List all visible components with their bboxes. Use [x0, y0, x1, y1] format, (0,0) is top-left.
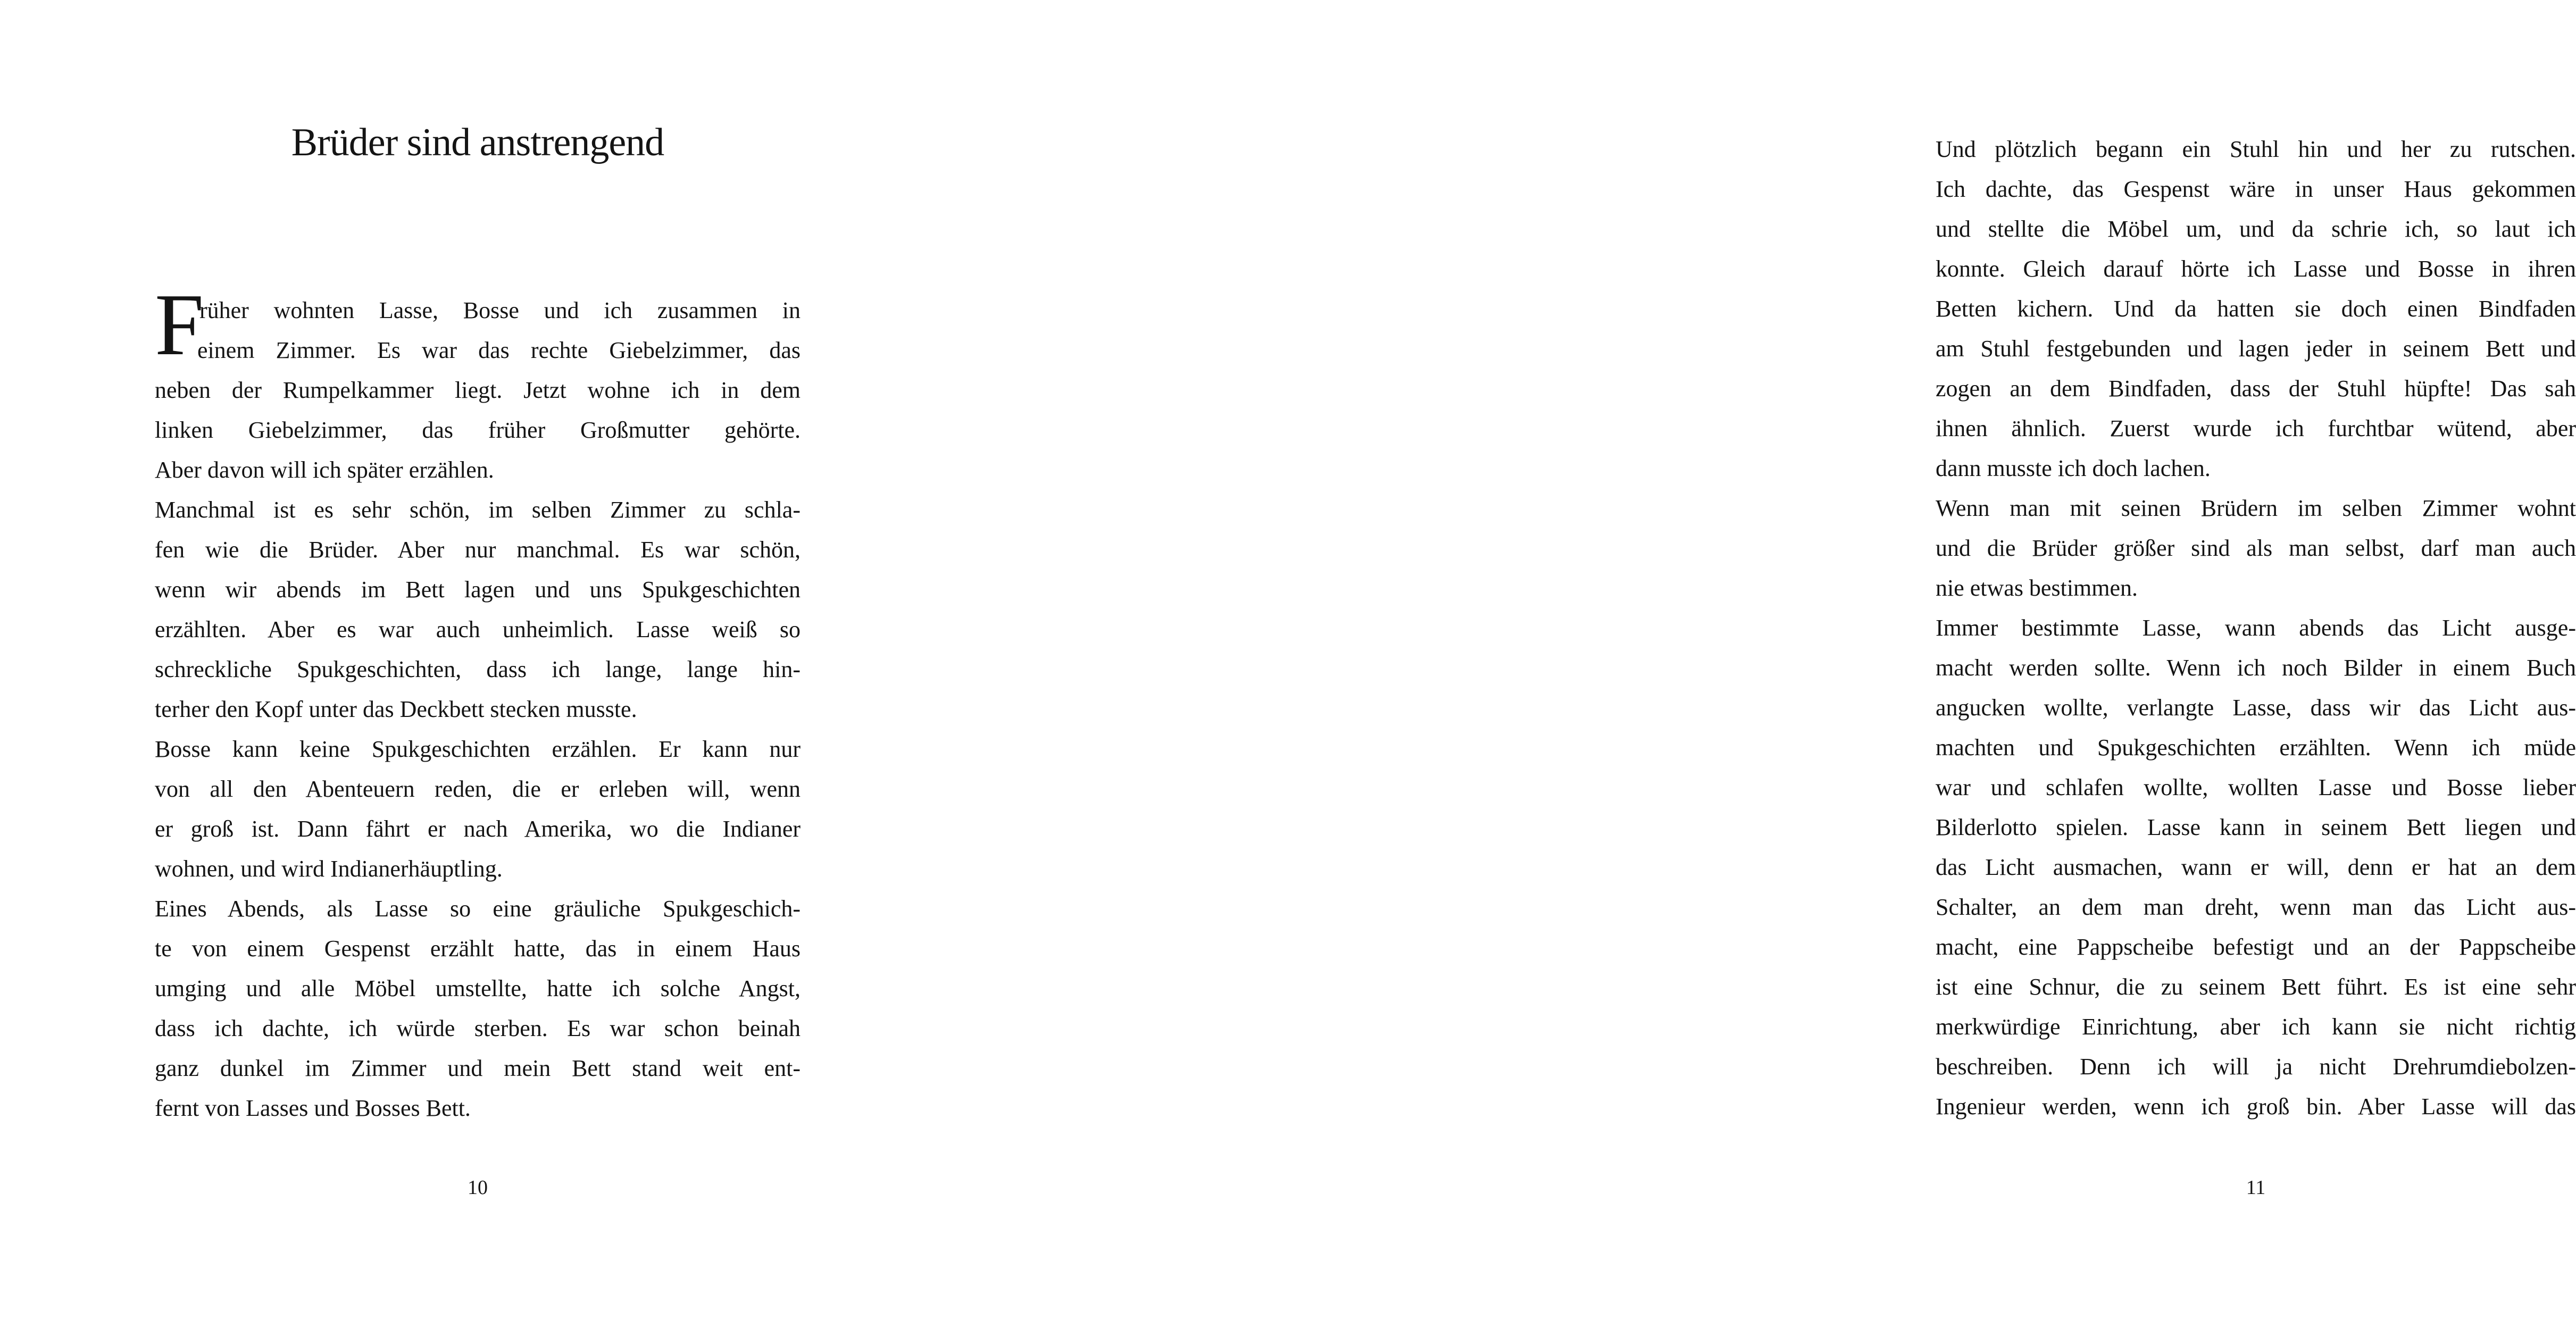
text-line: fernt von Lasses und Bosses Bett.	[155, 1095, 471, 1121]
text-line: Ingenieur werden, wenn ich groß bin. Aber Lasse will das	[1936, 1093, 2576, 1120]
text-line: machten und Spukgeschichten erzählten. Wenn ich müde	[1936, 734, 2576, 761]
text-line: Betten kichern. Und da hatten sie doch einen Bindfaden	[1936, 296, 2576, 322]
text-line: fen wie die Brüder. Aber nur manchmal. Es war schön,	[155, 537, 801, 563]
text-line: von all den Abenteuern reden, die er erleben will, wenn	[155, 776, 801, 802]
text-line: beschreiben. Denn ich will ja nicht Drehrumdiebolzen-	[1936, 1054, 2576, 1080]
drop-cap: F	[155, 276, 204, 373]
text-line: einem Zimmer. Es war das rechte Giebelzimmer, das	[197, 337, 801, 363]
text-line: Immer bestimmte Lasse, wann abends das Licht ausge-	[1936, 615, 2576, 641]
text-line: Eines Abends, als Lasse so eine gräuliche Spukgeschich-	[155, 896, 801, 922]
text-line: macht werden sollte. Wenn ich noch Bilder in einem Buch	[1936, 655, 2576, 681]
text-line: Bosse kann keine Spukgeschichten erzählen. Er kann nur	[155, 736, 801, 762]
text-line: rüher wohnten Lasse, Bosse und ich zusammen in	[199, 297, 801, 323]
text-line: Ich dachte, das Gespenst wäre in unser Haus gekommen	[1936, 176, 2576, 202]
text-line: te von einem Gespenst erzählt hatte, das in einem Haus	[155, 936, 801, 962]
text-line: Bilderlotto spielen. Lasse kann in seinem Bett liegen und	[1936, 814, 2576, 840]
text-line: Wenn man mit seinen Brüdern im selben Zimmer wohnt	[1936, 495, 2576, 521]
text-line: konnte. Gleich darauf hörte ich Lasse und Bosse in ihren	[1936, 256, 2576, 282]
text-line: und die Brüder größer sind als man selbst, darf man auch	[1936, 535, 2576, 561]
text-line: merkwürdige Einrichtung, aber ich kann sie nicht richtig	[1936, 1014, 2576, 1040]
right-page-text	[1936, 129, 2576, 1126]
text-line: neben der Rumpelkammer liegt. Jetzt wohne ich in dem	[155, 377, 801, 403]
text-line: wohnen, und wird Indianerhäuptling.	[155, 856, 503, 882]
text-line: dass ich dachte, ich würde sterben. Es war schon beinah	[155, 1015, 801, 1041]
text-line: zogen an dem Bindfaden, dass der Stuhl hüpfte! Das sah	[1936, 375, 2576, 402]
text-line: nie etwas bestimmen.	[1936, 575, 2138, 601]
text-line: ganz dunkel im Zimmer und mein Bett stand weit ent-	[155, 1055, 801, 1081]
left-page	[0, 0, 911, 1319]
text-line: er groß ist. Dann fährt er nach Amerika, wo die Indianer	[155, 816, 801, 842]
right-page	[911, 0, 2576, 1319]
text-line: macht, eine Pappscheibe befestigt und an der Pappscheibe	[1936, 934, 2576, 960]
text-line: ihnen ähnlich. Zuerst wurde ich furchtbar wütend, aber	[1936, 415, 2576, 441]
text-line: Und plötzlich begann ein Stuhl hin und her zu rutschen.	[1936, 136, 2576, 162]
text-line: linken Giebelzimmer, das früher Großmutter gehörte.	[155, 417, 801, 443]
text-line: ist eine Schnur, die zu seinem Bett führt. Es ist eine sehr	[1936, 974, 2576, 1000]
text-line: Aber davon will ich später erzählen.	[155, 457, 494, 483]
text-line: angucken wollte, verlangte Lasse, dass wir das Licht aus-	[1936, 695, 2576, 721]
text-line: terher den Kopf unter das Deckbett stecken musste.	[155, 696, 637, 722]
text-line: Schalter, an dem man dreht, wenn man das Licht aus-	[1936, 894, 2576, 920]
left-page-text	[155, 276, 801, 1128]
text-line: am Stuhl festgebunden und lagen jeder in seinem Bett und	[1936, 336, 2576, 362]
chapter-title: Brüder sind anstrengend	[291, 121, 664, 164]
text-line: und stellte die Möbel um, und da schrie ich, so laut ich	[1936, 216, 2576, 242]
text-line: war und schlafen wollte, wollten Lasse und Bosse lieber	[1936, 774, 2576, 800]
text-line: umging und alle Möbel umstellte, hatte ich solche Angst,	[155, 975, 801, 1001]
text-line: wenn wir abends im Bett lagen und uns Spukgeschichten	[155, 577, 801, 603]
text-line: Manchmal ist es sehr schön, im selben Zimmer zu schla-	[155, 497, 801, 523]
page-number-left: 10	[468, 1176, 488, 1199]
text-line: das Licht ausmachen, wann er will, denn er hat an dem	[1936, 854, 2576, 880]
text-line: erzählten. Aber es war auch unheimlich. Lasse weiß so	[155, 616, 801, 642]
page-number-right: 11	[2246, 1176, 2266, 1199]
text-line: dann musste ich doch lachen.	[1936, 455, 2211, 481]
text-line: schreckliche Spukgeschichten, dass ich lange, lange hin-	[155, 656, 801, 682]
